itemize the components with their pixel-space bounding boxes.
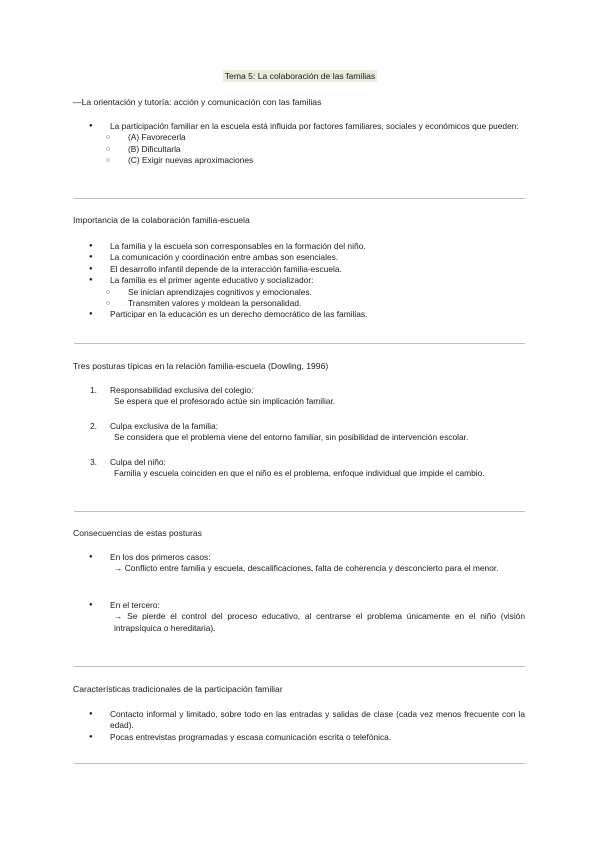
list-item: ● Participar en la educación es un derecho democrático de las familias.	[73, 309, 525, 320]
consequence-text: → Se pierde el control del proceso educativo, al centrarse el problema únicamente en el niño (visión intrapsíquica o hereditaria).	[114, 611, 525, 633]
page-title: Tema 5: La colaboración de las familias	[224, 71, 376, 81]
consequences-list	[73, 600, 525, 634]
divider	[74, 198, 525, 199]
postures-list	[73, 457, 525, 480]
options-list	[73, 132, 525, 166]
list-item	[73, 121, 525, 167]
section2-heading: Importancia de la colaboración familia-escuela	[73, 215, 250, 225]
item-number: 2.	[90, 421, 97, 431]
agent-sublist	[73, 287, 525, 310]
agent-text: La familia es el primer agente educativo y socializador:	[110, 275, 314, 286]
divider	[74, 666, 525, 667]
consequence-label: ● En los dos primeros casos:	[110, 552, 211, 562]
divider	[74, 343, 525, 344]
sub-item: ○ Transmiten valores y moldean la personalidad.	[73, 298, 525, 309]
consequences-list	[73, 552, 525, 575]
list-item	[73, 552, 525, 575]
posture-desc: Se espera que el profesorado actúe sin implicación familiar.	[114, 396, 336, 407]
item-number: 3.	[90, 457, 97, 467]
section5-heading: Características tradicionales de la participación familiar	[73, 684, 283, 694]
factors-text: La participación familiar en la escuela está influida por factores familiares, sociales y económicos que pueden:	[110, 121, 519, 131]
list-item: ● El desarrollo infantil depende de la interacción familia-escuela.	[73, 264, 525, 275]
section1-list	[73, 121, 525, 167]
posture-title: Culpa del niño:	[110, 457, 166, 467]
subtitle: —La orientación y tutoría: acción y comunicación con las familias	[73, 97, 322, 107]
traits-list	[73, 709, 525, 743]
list-item: ● Pocas entrevistas programadas y escasa comunicación escrita o telefónica.	[73, 732, 525, 743]
posture-desc: Se considera que el problema viene del entorno familiar, sin posibilidad de intervención escolar.	[114, 432, 469, 443]
option-item: ○ (B) Dificultarla	[73, 144, 525, 155]
list-item: ● La comunicación y coordinación entre ambas son esenciales.	[73, 252, 525, 263]
option-item: ○ (A) Favorecerla	[73, 132, 525, 143]
section3-heading: Tres posturas típicas en la relación familia-escuela (Dowling, 1996)	[73, 361, 329, 371]
posture-item	[73, 385, 525, 408]
list-item	[73, 600, 525, 634]
section2-list	[73, 241, 525, 321]
list-item: ● Contacto informal y limitado, sobre todo en las entradas y salidas de clase (cada vez menos frecuente con la edad).	[73, 709, 525, 732]
option-item: ○ (C) Exigir nuevas aproximaciones	[73, 155, 525, 166]
divider	[74, 763, 525, 764]
posture-item	[73, 457, 525, 480]
posture-title: Responsabilidad exclusiva del colegio:	[110, 385, 254, 395]
consequence-text: → Conflicto entre familia y escuela, descalificaciones, falta de coherencia y desconcierto para el menor.	[114, 563, 499, 574]
section4-heading: Consecuencias de estas posturas	[73, 528, 202, 538]
divider	[74, 511, 525, 512]
posture-desc: Familia y escuela coinciden en que el niño es el problema, enfoque individual que impide el cambio.	[114, 468, 485, 479]
consequence-label: ● En el tercero:	[110, 600, 160, 610]
posture-title: Culpa exclusiva de la familia:	[110, 421, 218, 431]
posture-item	[73, 421, 525, 444]
list-item	[73, 275, 525, 309]
postures-list	[73, 421, 525, 444]
list-item: ● La familia y la escuela son corresponsables en la formación del niño.	[73, 241, 525, 252]
item-number: 1.	[90, 385, 97, 395]
title-row	[0, 71, 600, 82]
sub-item: ○ Se inician aprendizajes cognitivos y emocionales.	[73, 287, 525, 298]
postures-list	[73, 385, 525, 408]
